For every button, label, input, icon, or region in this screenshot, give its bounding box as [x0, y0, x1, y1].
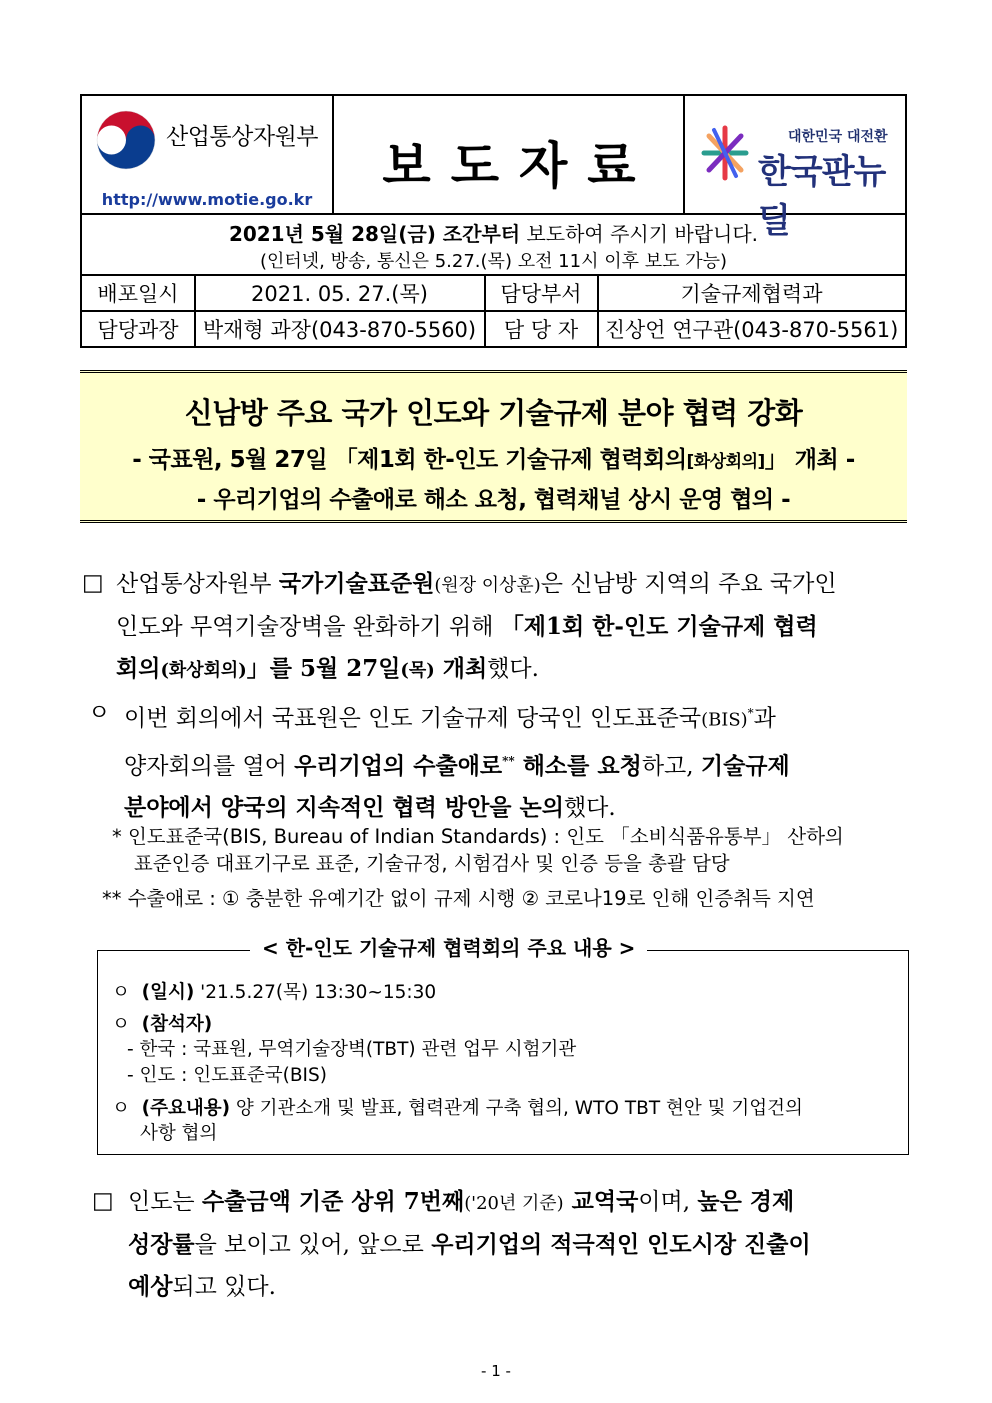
page-number: - 1 -	[481, 1362, 511, 1380]
embargo-date: 2021년 5월 28일(금) 조간부터	[228, 222, 521, 246]
subtitle-1-b: [화상회의]	[686, 452, 765, 472]
summary-attendee-india: - 인도 : 인도표준국(BIS)	[127, 1065, 327, 1086]
subtitle-1-c: 」 개최 -	[764, 447, 855, 473]
embargo-line	[82, 218, 905, 247]
para1: 산업통상자원부 국가기술표준원(원장 이상훈)은 신남방 지역의 주요 국가인 인도와 무역기술장벽을 완화하기 위해 「제1회 한-인도 기술규제 협력 회의(화상회의)」를 5월 27일(목) 개최했다.	[116, 570, 837, 682]
manager-value: 박재형 과장(043-870-5560)	[202, 317, 477, 342]
headline-box	[80, 370, 907, 523]
para1-bullet: □	[82, 570, 104, 596]
para3: 인도는 수출금액 기준 상위 7번째('20년 기준) 교역국이며, 높은 경제 성장률을 보이고 있어, 앞으로 우리기업의 적극적인 인도시장 진출이 예상되고 있다.	[128, 1188, 811, 1300]
staff-label: 담 당 자	[503, 317, 579, 342]
release-value: 2021. 05. 27.(목)	[251, 281, 428, 306]
subtitle-1	[80, 441, 907, 474]
summary-title: < 한-인도 기술규제 협력회의 주요 내용 >	[250, 932, 647, 961]
release-label: 배포일시	[97, 281, 179, 306]
summary-content: ㅇ (주요내용) 양 기관소개 및 발표, 협력관계 구축 협의, WTO TBT 현안 및 기업건의	[112, 1098, 803, 1119]
embargo-note: (인터넷, 방송, 통신은 5.27.(목) 오전 11시 이후 보도 가능)	[260, 251, 727, 272]
subtitle-2: - 우리기업의 수출애로 해소 요청, 협력채널 상시 운영 협의 -	[196, 487, 791, 513]
newdeal-subtitle: 대한민국 대전환	[788, 129, 888, 145]
staff-value: 진상언 연구관(043-870-5561)	[604, 317, 899, 342]
para3-bullet: □	[92, 1188, 114, 1214]
manager-label: 담당과장	[97, 317, 179, 342]
dept-label: 담당부서	[500, 281, 582, 306]
summary-date: ㅇ (일시) '21.5.27(목) 13:30~15:30	[112, 982, 437, 1003]
ministry-url-link[interactable]: http://www.motie.go.kr	[101, 190, 313, 209]
para2-bullet: ㅇ	[88, 700, 111, 726]
note-2: ** 수출애로 : ① 충분한 유예기간 없이 규제 시행 ② 코로나19로 인해 인증취득 지연	[102, 887, 815, 910]
main-title: 신남방 주요 국가 인도와 기술규제 분야 협력 강화	[184, 396, 803, 430]
summary-attendees: ㅇ (참석자)	[112, 1014, 213, 1035]
para2: 이번 회의에서 국표원은 인도 기술규제 당국인 인도표준국(BIS)*과 양자회의를 열어 우리기업의 수출애로** 해소를 요청하고, 기술규제 분야에서 양국의 지속적인 협력 방안을 논의했다.	[124, 705, 790, 822]
header-table	[80, 94, 907, 348]
subtitle-1-a: - 국표원, 5월 27일 「제1회 한-인도 기술규제 협력회의	[132, 447, 687, 473]
newdeal-star-icon	[700, 124, 750, 182]
ministry-emblem-icon	[96, 110, 156, 170]
embargo-text: 보도하여 주시기 바랍니다.	[520, 222, 759, 246]
summary-content-2: 사항 협의	[140, 1123, 218, 1144]
newdeal-logo-text: 한국판뉴딜	[758, 152, 886, 241]
dept-value: 기술규제협력과	[680, 281, 823, 306]
summary-attendee-korea: - 한국 : 국표원, 무역기술장벽(TBT) 관련 업무 시험기관	[127, 1039, 577, 1060]
note-1-line-2: 표준인증 대표기구로 표준, 기술규정, 시험검사 및 인증 등을 총괄 담당	[134, 852, 730, 875]
note-1-line-1: * 인도표준국(BIS, Bureau of Indian Standards) : 인도 「소비식품유통부」 산하의	[112, 825, 844, 848]
press-release-title: 보도자료	[382, 137, 656, 195]
ministry-name: 산업통상자원부	[166, 124, 319, 150]
